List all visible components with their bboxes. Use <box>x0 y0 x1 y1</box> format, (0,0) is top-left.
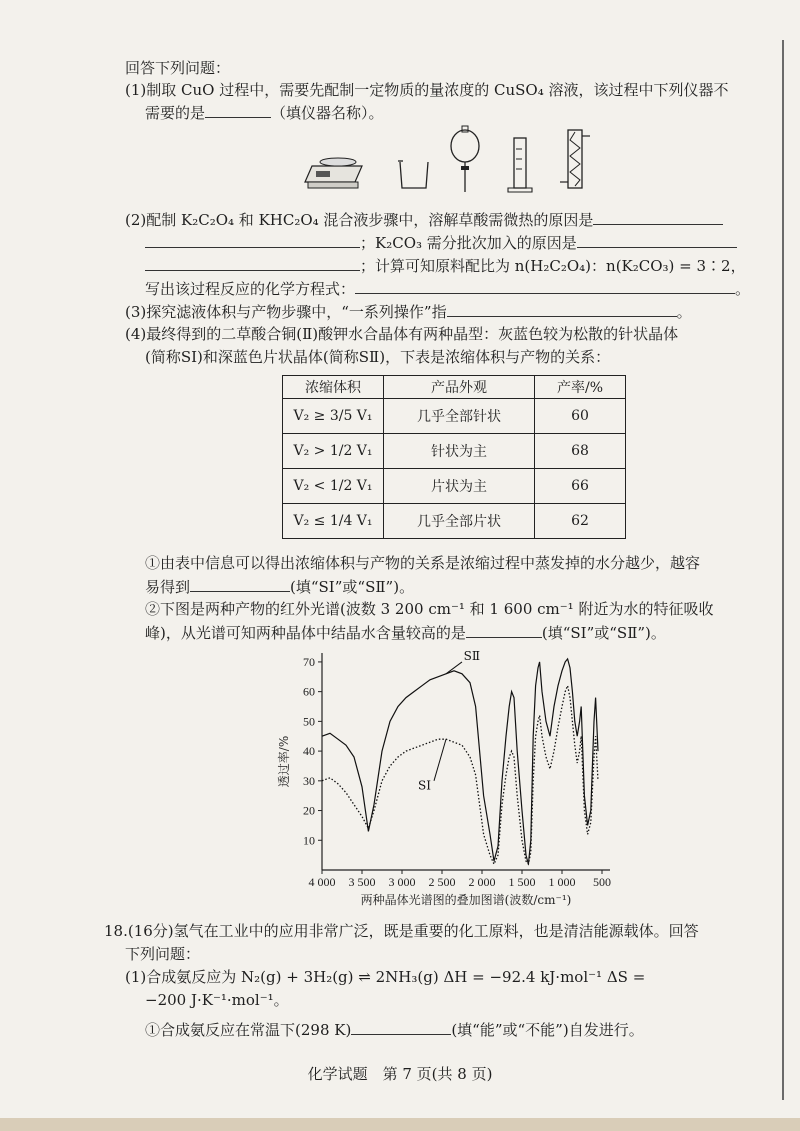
volume-cell: V₂ > 1/2 V₁ <box>283 434 384 469</box>
volume-product-table <box>282 375 626 539</box>
y-axis-label: 透过率/% <box>277 735 291 788</box>
appearance-cell: 片状为主 <box>384 469 535 504</box>
y-tick-label: 30 <box>303 773 315 788</box>
answer-blank <box>466 621 542 638</box>
question-text: (2)配制 K₂C₂O₄ 和 KHC₂O₄ 混合液步骤中，溶解草酸需微热的原因是 <box>125 211 594 229</box>
table-header-cell: 产率/% <box>535 376 626 399</box>
beaker-icon <box>398 161 428 188</box>
question-4-1: (1)制取 CuO 过程中，需要先配制一定物质的量浓度的 CuSO₄ 溶液，该过程中下列仪器不 <box>125 81 729 99</box>
graduated-cylinder-icon <box>508 138 532 192</box>
x-tick-label: 4 000 <box>308 875 336 889</box>
answer-prompt: 回答下列问题： <box>125 59 231 77</box>
question-18: 18.(16分)氢气在工业中的应用非常广泛，既是重要的化工原料，也是清洁能源载体。回答 <box>104 922 699 940</box>
question-4-3 <box>125 300 692 323</box>
table-row <box>283 434 626 469</box>
question-text: 需要的是 <box>145 104 206 122</box>
y-tick-label: 60 <box>303 684 315 699</box>
question-text: (3)探究滤液体积与产物步骤中，“一系列操作”指 <box>125 303 447 321</box>
x-tick-label: 2 000 <box>468 875 496 889</box>
y-tick-label: 70 <box>303 654 315 669</box>
answer-blank <box>355 277 735 294</box>
yield-cell: 68 <box>535 434 626 469</box>
question-4-2-equation <box>145 277 750 300</box>
volume-cell: V₂ ≤ 1/4 V₁ <box>283 504 384 539</box>
answer-blank <box>351 1018 451 1035</box>
answer-blank <box>447 300 677 317</box>
x-tick-label: 1 500 <box>508 875 536 889</box>
question-4-2 <box>125 208 723 231</box>
question-18-1-sub <box>145 1018 644 1041</box>
appearance-cell: 针状为主 <box>384 434 535 469</box>
sub-question-1-cont <box>145 575 414 598</box>
question-4-4-cont: (简称SⅠ)和深蓝色片状晶体(简称SⅡ)，下表是浓缩体积与产物的关系： <box>145 348 611 366</box>
lab-instruments-figure <box>300 124 600 194</box>
x-tick-label: 3 000 <box>388 875 416 889</box>
question-text: (填“能”或“不能”)自发进行。 <box>451 1021 644 1039</box>
condenser-icon <box>560 130 590 188</box>
y-tick-label: 50 <box>303 714 315 729</box>
x-tick-label: 500 <box>593 875 611 889</box>
answer-blank <box>593 208 723 225</box>
sub-question-2-cont <box>145 621 666 644</box>
question-text: 写出该过程反应的化学方程式： <box>145 280 356 298</box>
question-4-2-cont <box>145 231 737 254</box>
series-line-si <box>322 686 598 864</box>
answer-blank <box>145 231 360 248</box>
question-text: (填“SⅠ”或“SⅡ”)。 <box>290 578 415 596</box>
volume-cell: V₂ < 1/2 V₁ <box>283 469 384 504</box>
page-footer: 化学试题 第 7 页(共 8 页) <box>307 1065 493 1083</box>
question-text: 。 <box>676 303 692 321</box>
table-header-cell: 浓缩体积 <box>283 376 384 399</box>
table-row <box>283 399 626 434</box>
question-text: ；计算可知原料配比为 n(H₂C₂O₄)：n(K₂CO₃) = 3∶2， <box>360 257 746 275</box>
series-label-sii: SⅡ <box>463 648 480 663</box>
question-text: （填仪器名称）。 <box>271 104 384 122</box>
answer-blank <box>577 231 737 248</box>
margin-rule <box>782 40 784 1100</box>
x-axis-label: 两种晶体光谱图的叠加图谱(波数/cm⁻¹) <box>360 893 572 907</box>
ir-spectrum-chart <box>270 645 620 910</box>
question-18-1: (1)合成氨反应为 N₂(g) + 3H₂(g) ⇌ 2NH₃(g) ΔH = −92.4 kJ·mol⁻¹ ΔS = <box>125 968 646 986</box>
question-4-1-cont <box>145 101 384 124</box>
sub-question-2: ②下图是两种产物的红外光谱(波数 3 200 cm⁻¹ 和 1 600 cm⁻¹ 附近为水的特征吸收 <box>145 600 714 618</box>
question-text: (填“SⅠ”或“SⅡ”)。 <box>541 624 666 642</box>
volume-cell: V₂ ≥ 3/5 V₁ <box>283 399 384 434</box>
yield-cell: 62 <box>535 504 626 539</box>
series-label-si: SⅠ <box>418 778 431 793</box>
table-header-row <box>283 376 626 399</box>
y-tick-label: 10 <box>303 833 315 848</box>
question-text: 峰)，从光谱可知两种晶体中结晶水含量较高的是 <box>145 624 466 642</box>
sub-question-1: ①由表中信息可以得出浓缩体积与产物的关系是浓缩过程中蒸发掉的水分越少，越容 <box>145 554 701 572</box>
question-18-1-cont: −200 J·K⁻¹·mol⁻¹。 <box>145 991 289 1009</box>
question-text: ；K₂CO₃ 需分批次加入的原因是 <box>360 234 577 252</box>
yield-cell: 60 <box>535 399 626 434</box>
table-row <box>283 504 626 539</box>
yield-cell: 66 <box>535 469 626 504</box>
separatory-funnel-icon <box>451 126 479 192</box>
question-text: 易得到 <box>145 578 191 596</box>
question-text: 。 <box>735 280 751 298</box>
table-row <box>283 469 626 504</box>
y-tick-label: 20 <box>303 803 315 818</box>
y-tick-label: 40 <box>303 744 315 759</box>
balance-icon <box>305 158 362 188</box>
answer-blank <box>190 575 290 592</box>
answer-blank <box>145 254 360 271</box>
question-text: ①合成氨反应在常温下(298 K) <box>145 1021 352 1039</box>
question-4-2-cont2 <box>145 254 746 277</box>
x-tick-label: 1 000 <box>548 875 576 889</box>
question-4-4: (4)最终得到的二草酸合铜(Ⅱ)酸钾水合晶体有两种晶型：灰蓝色较为松散的针状晶体 <box>125 325 679 343</box>
appearance-cell: 几乎全部片状 <box>384 504 535 539</box>
appearance-cell: 几乎全部针状 <box>384 399 535 434</box>
table-header-cell: 产品外观 <box>384 376 535 399</box>
sii-leader-line <box>446 662 462 674</box>
series-line-sii <box>322 659 598 864</box>
si-leader-line <box>434 739 446 781</box>
x-tick-label: 3 500 <box>348 875 376 889</box>
question-18-cont: 下列问题： <box>125 945 201 963</box>
answer-blank <box>205 101 271 118</box>
x-tick-label: 2 500 <box>428 875 456 889</box>
page-edge <box>0 1118 800 1131</box>
